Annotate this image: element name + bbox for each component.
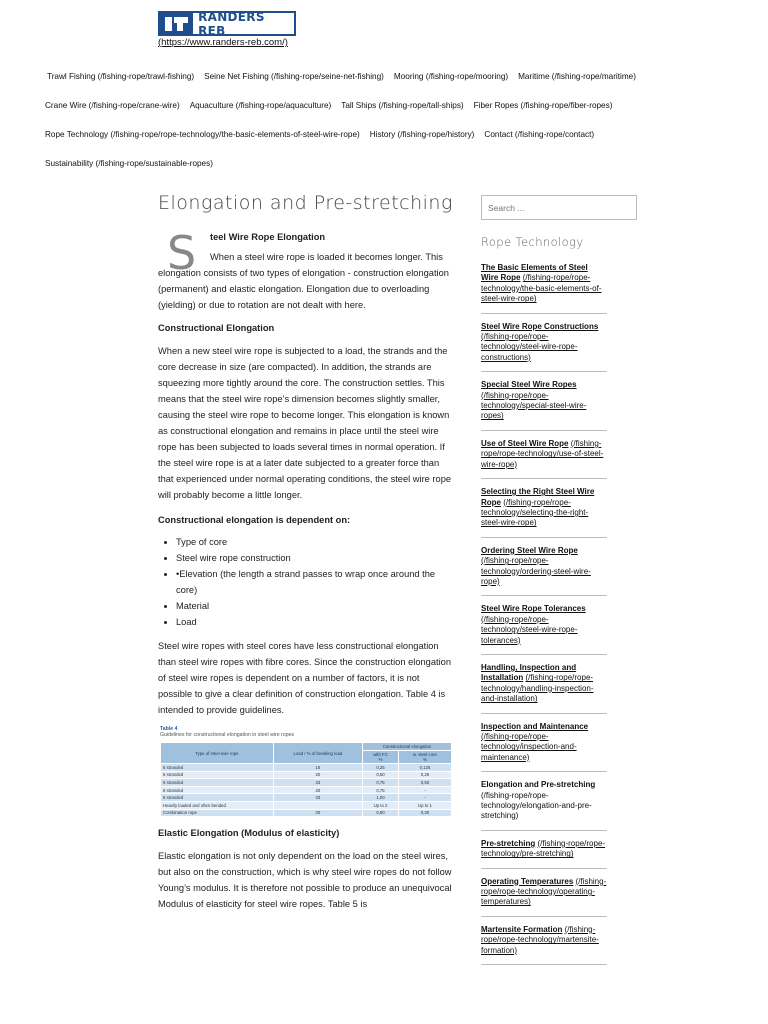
table-4-caption: Guidelines for constructional elongation in steel wire ropes: [160, 732, 295, 738]
list-item: • Steel wire rope construction: [176, 550, 453, 566]
sidebar-item-inspection[interactable]: Inspection and Maintenance (/fishing-rope/rope-technology/inspection-and-maintenance): [481, 722, 607, 773]
intro-paragraph: When a steel wire rope is loaded it becomes longer. This elongation consists of two types of elongation - construction elongation (permanent) and elastic elongation. Elongation due to overloading (yielding) or due to rotation are not dealt with here.: [158, 252, 449, 310]
article-intro: [158, 226, 453, 313]
nav-link-history[interactable]: History (/fishing-rope/history): [369, 130, 475, 139]
constructional-elongation-paragraph: When a new steel wire rope is subjected to a load, the strands and the core decrease in size (are compacted). In addition, the strands are squeezing more tightly around the core. The construction settles. This means that the steel wire rope’s dimension becomes slightly smaller, causing the steel wire rope to become longer. This elongation is known as constructional elongation and remains in place until the steel wire rope has been subjected to loads several times in normal operation. If the steel wire rope is at a later date subjected to a greater force than that experienced under normal operating conditions, the steel wire rope will probably become a little longer.: [158, 346, 452, 500]
table-header: w. steel core %: [398, 751, 451, 764]
nav-link-crane-wire[interactable]: Crane Wire (/fishing-rope/crane-wire): [45, 101, 180, 110]
dependency-list: [158, 534, 453, 630]
dropcap-letter: S: [167, 226, 197, 280]
table-header: Type of steel wire rope: [161, 743, 274, 764]
sidebar-item-selecting-rope[interactable]: Selecting the Right Steel Wire Rope (/fishing-rope/rope-technology/selecting-the-right-steel-wire-rope): [481, 487, 607, 538]
logo-text: RANDERS REB: [198, 9, 265, 38]
nav-link-tall-ships[interactable]: Tall Ships (/fishing-rope/tall-ships): [341, 101, 464, 110]
elastic-elongation-heading: Elastic Elongation (Modulus of elasticity): [158, 828, 340, 839]
table-4-figure: [160, 726, 456, 817]
table-header: with FC %: [363, 751, 399, 764]
table-header: Load / % of breaking load: [273, 743, 362, 764]
sidebar-item-ordering-rope[interactable]: Ordering Steel Wire Rope (/fishing-rope/rope-technology/ordering-steel-wire-rope): [481, 546, 607, 597]
sidebar-item-handling[interactable]: Handling, Inspection and Installation (/fishing-rope/rope-technology/handling-inspection-and-installation): [481, 663, 607, 714]
sidebar-item-pre-stretching[interactable]: Pre-stretching (/fishing-rope/rope-technology/pre-stretching): [481, 839, 607, 869]
steel-cores-paragraph: Steel wire ropes with steel cores have less constructional elongation than steel wire ropes with fibre cores. Since the construction elongation of steel wire ropes is dependent on a number of factors, it is not possible to give a clear definition of construction elongation. Table 4 is intended to provide guidelines.: [158, 641, 452, 715]
sidebar-item-elongation[interactable]: Elongation and Pre-stretching (/fishing-rope/rope-technology/elongation-and-pre-stretching): [481, 780, 607, 831]
list-item: • Load: [176, 614, 453, 630]
logo-mark-icon: [160, 13, 193, 34]
sidebar-item-martensite[interactable]: Martensite Formation (/fishing-rope/rope-technology/martensite-formation): [481, 925, 607, 965]
table-row: Combination rope 20 0,80 0,30: [161, 809, 452, 817]
site-logo[interactable]: [158, 11, 296, 36]
table-row: 6 stranded 33 0,75 0,50: [161, 779, 452, 787]
nav-link-contact[interactable]: Contact (/fishing-rope/contact): [484, 130, 595, 139]
elongation-table: [160, 742, 452, 817]
nav-link-seine-net-fishing[interactable]: Seine Net Fishing (/fishing-rope/seine-net-fishing): [204, 72, 384, 81]
nav-link-aquaculture[interactable]: Aquaculture (/fishing-rope/aquaculture): [189, 101, 332, 110]
nav-row: [45, 120, 735, 149]
nav-row: [45, 62, 735, 91]
nav-row: [45, 149, 735, 178]
main-navigation: [45, 62, 735, 178]
elastic-elongation-paragraph: Elastic elongation is not only dependent on the load on the steel wires, but also on the construction, which is why steel wire ropes do not follow Young’s modulus. It is therefore not possible to produce an unequivocal Modulus of elasticity for steel wire ropes. Table 5 is: [158, 851, 452, 910]
logo-url-link[interactable]: (https://www.randers-reb.com/): [158, 37, 288, 48]
nav-link-maritime[interactable]: Maritime (/fishing-rope/maritime): [518, 72, 636, 81]
site-logo-block: [158, 11, 296, 48]
table-row: 6 stranded 20 0,50 0,25: [161, 771, 452, 779]
nav-link-rope-technology[interactable]: Rope Technology (/fishing-rope/rope-technology/the-basic-elements-of-steel-wire-rope): [45, 130, 360, 139]
nav-row: [45, 91, 735, 120]
nav-link-sustainability[interactable]: Sustainability (/fishing-rope/sustainable-ropes): [45, 159, 213, 168]
constructional-elongation-heading: Constructional Elongation: [158, 323, 275, 333]
nav-link-fiber-ropes[interactable]: Fiber Ropes (/fishing-rope/fiber-ropes): [473, 101, 613, 110]
list-item: • Material: [176, 598, 453, 614]
sidebar: [481, 195, 641, 973]
table-row: 8 stranded 20 0,75 -: [161, 786, 452, 794]
nav-link-mooring[interactable]: Mooring (/fishing-rope/mooring): [393, 72, 509, 81]
sidebar-item-constructions[interactable]: Steel Wire Rope Constructions (/fishing-rope/rope-technology/steel-wire-rope-constructions): [481, 322, 607, 373]
table-row: Heavily loaded and often bended Up to 2 Up to 1: [161, 801, 452, 809]
dependent-on-heading: Constructional elongation is dependent on:: [158, 515, 351, 525]
article: [158, 193, 453, 912]
search-input[interactable]: [481, 195, 637, 220]
table-header: Constructional elongation: [363, 743, 452, 751]
intro-heading: teel Wire Rope Elongation: [210, 232, 326, 242]
table-4-title: Table 4: [160, 726, 178, 732]
page-title: Elongation and Pre-stretching: [158, 192, 453, 214]
sidebar-item-use-of-rope[interactable]: Use of Steel Wire Rope (/fishing-rope/rope-technology/use-of-steel-wire-rope): [481, 439, 607, 479]
list-item: • Type of core: [176, 534, 453, 550]
sidebar-item-operating-temperatures[interactable]: Operating Temperatures (/fishing-rope/rope-technology/operating-temperatures): [481, 877, 607, 917]
sidebar-nav: [481, 263, 607, 965]
sidebar-item-tolerances[interactable]: Steel Wire Rope Tolerances (/fishing-rope/rope-technology/steel-wire-rope-tolerances): [481, 604, 607, 655]
sidebar-item-basic-elements[interactable]: The Basic Elements of Steel Wire Rope (/fishing-rope/rope-technology/the-basic-elements-of-steel-wire-rope): [481, 263, 607, 314]
sidebar-title: Rope Technology: [481, 235, 584, 249]
list-item: • •Elevation (the length a strand passes to wrap once around the core): [176, 566, 453, 598]
nav-link-trawl-fishing[interactable]: Trawl Fishing (/fishing-rope/trawl-fishing): [47, 72, 195, 81]
table-row: 6 stranded 15 0,25 0,125: [161, 764, 452, 772]
table-row: 8 stranded 33 1,00 -: [161, 794, 452, 802]
sidebar-item-special-ropes[interactable]: Special Steel Wire Ropes (/fishing-rope/rope-technology/special-steel-wire-ropes): [481, 380, 607, 431]
